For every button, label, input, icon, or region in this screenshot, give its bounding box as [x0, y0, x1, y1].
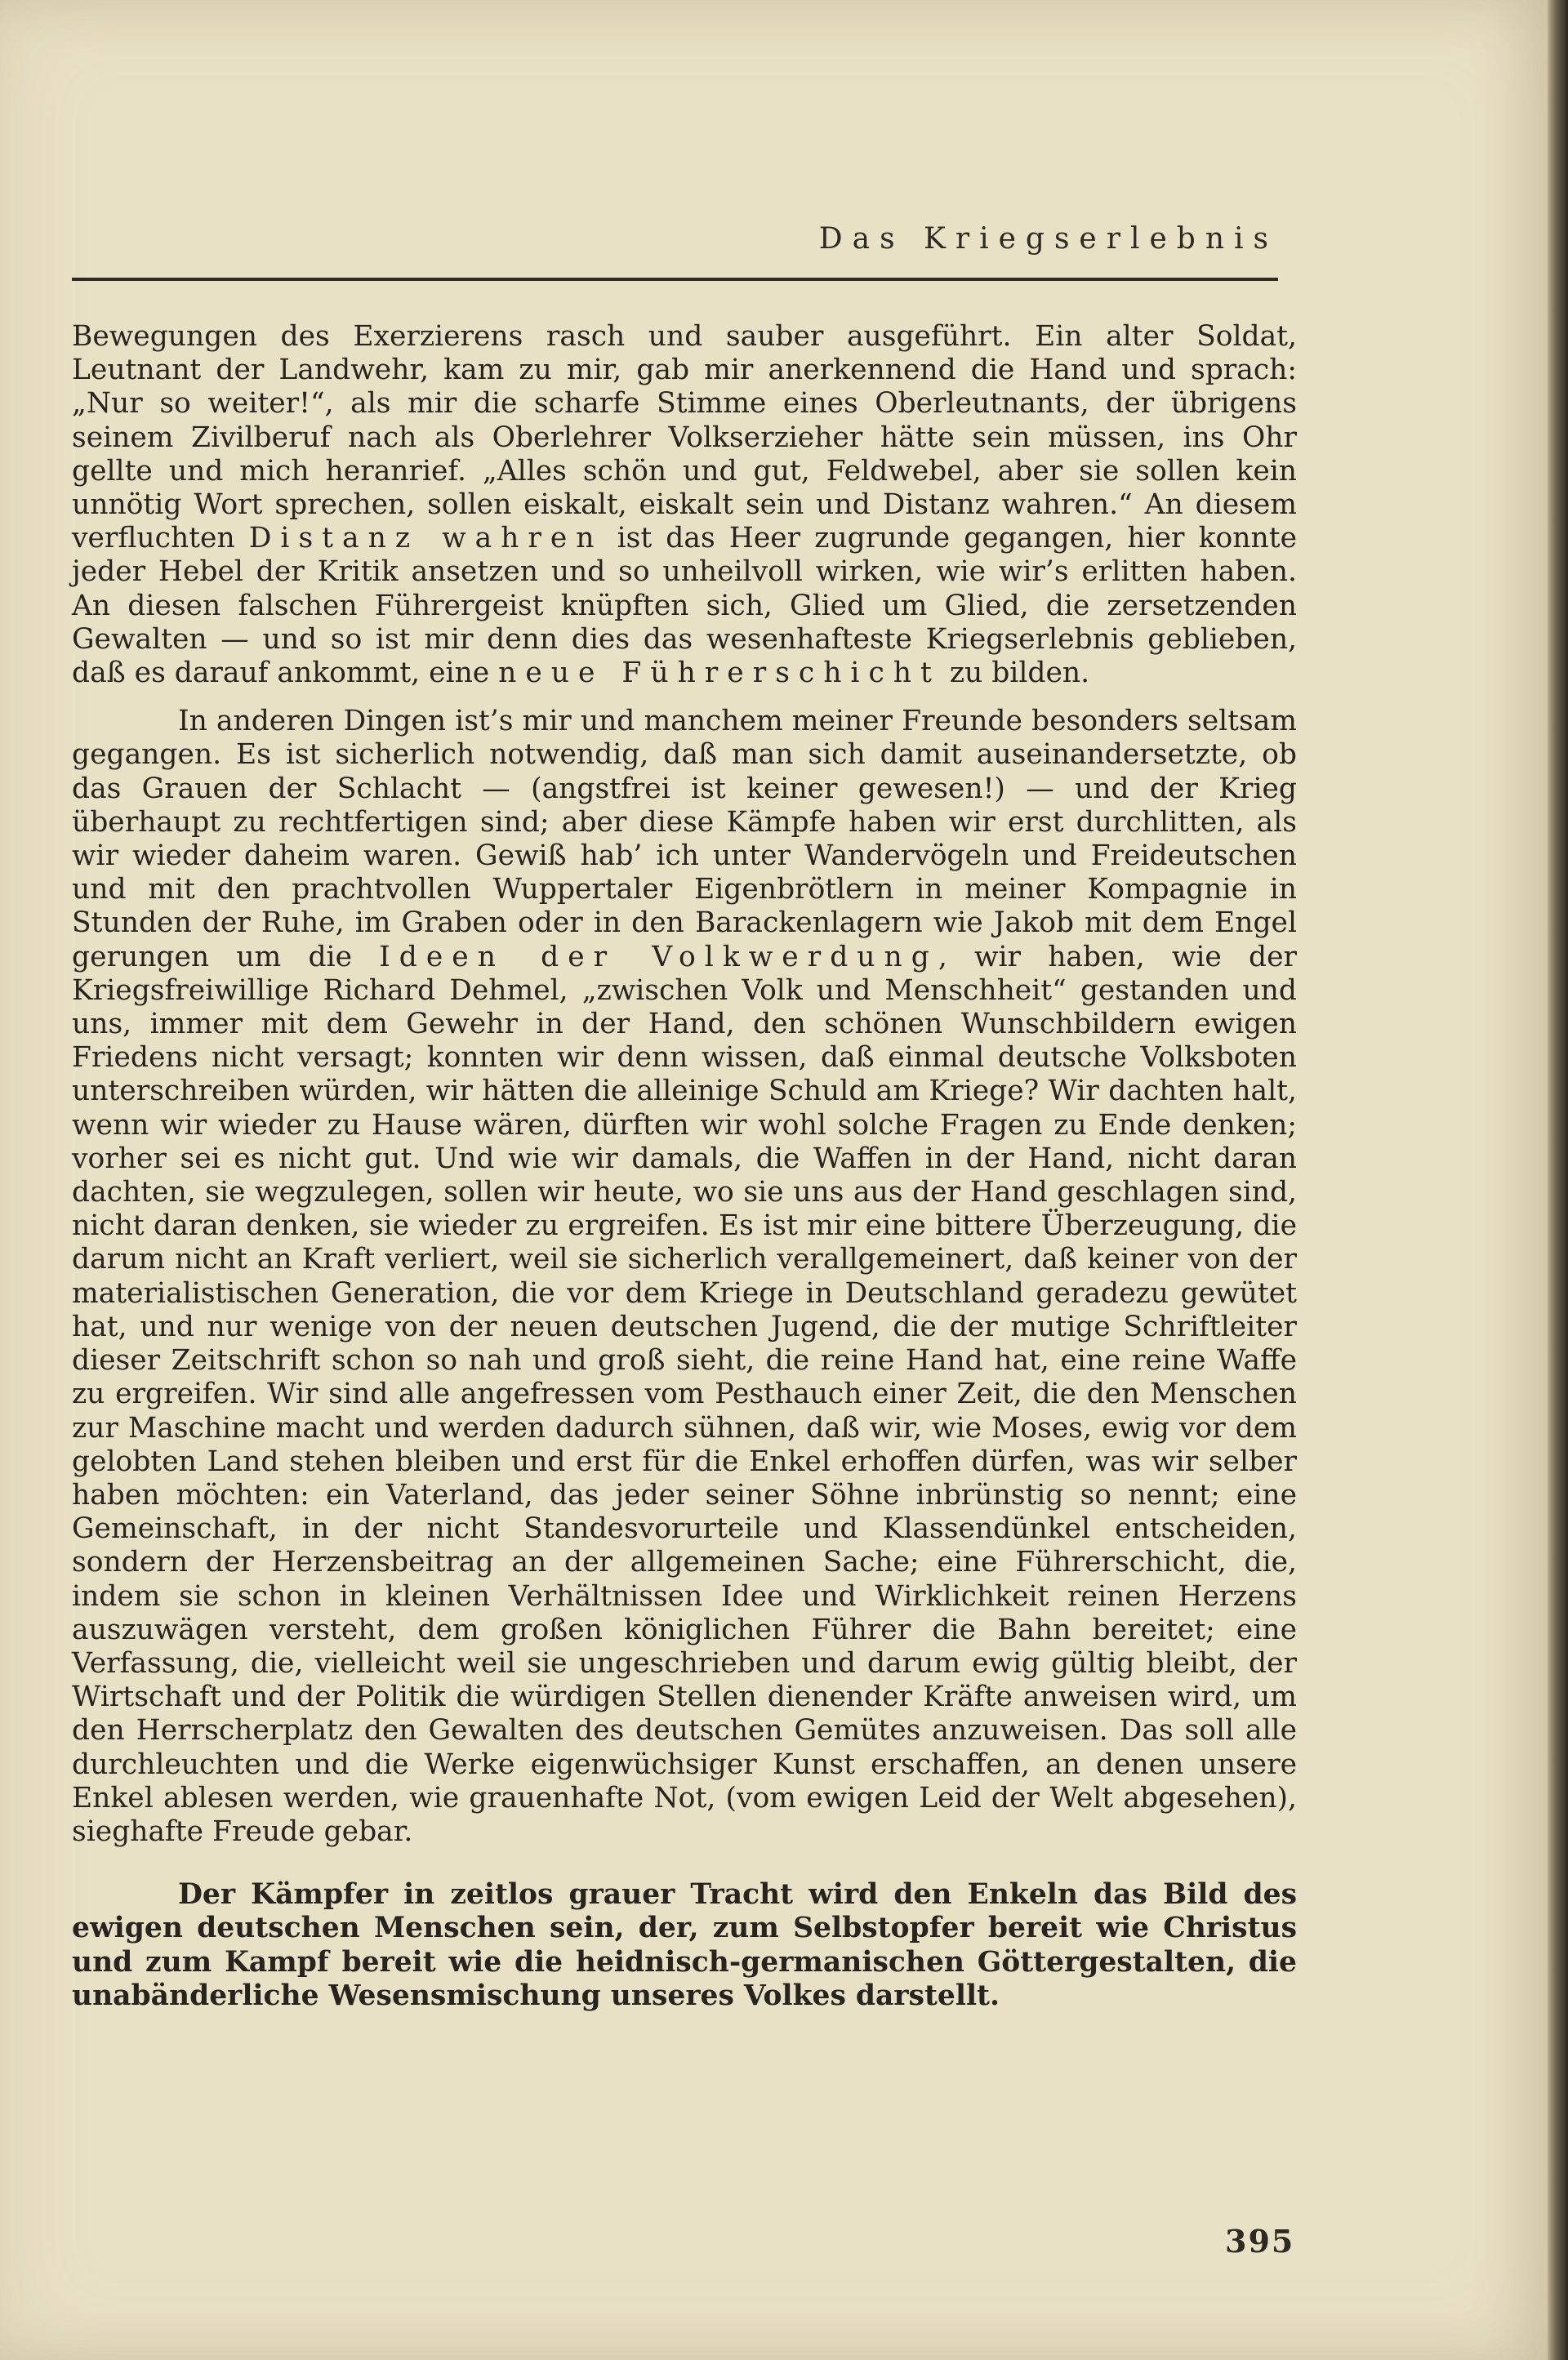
spaced-emphasis-distanz-wahren: Distanz wahren [248, 522, 604, 555]
page-number: 395 [1225, 2223, 1295, 2260]
running-header: Das Kriegserlebnis [818, 222, 1278, 256]
scan-edge [1548, 0, 1568, 2360]
paragraph-2-text-a: In anderen Dingen ist’s mir und manchem meiner Freunde besonders seltsam gegangen. Es ist sicherlich notwendig, daß man sich damit auseinandersetzte, ob das Grauen der Schlacht — (angstfrei ist keiner gewesen!) — und der Krieg überhaupt zu rechtfertigen sind; aber diese Kämpfe haben wir erst durchlitten, als wir wieder daheim waren. Gewiß hab’ ich unter Wandervögeln und Freideutschen und mit den prachtvollen Wuppertaler Eigenbrötlern in meiner Kompagnie in Stunden der Ruhe, im Graben oder in den Barackenlagern wie Jakob mit dem Engel gerungen um die [72, 705, 1297, 973]
spaced-emphasis-ideen-der-volkwerdung: Ideen der Volkwerdung [379, 940, 938, 973]
paragraph-1-text-e: zu bilden. [940, 657, 1090, 690]
article-body [72, 320, 1297, 2013]
spaced-emphasis-neue-fuehrerschicht: neue Führerschicht [498, 657, 941, 690]
paragraph-2 [72, 705, 1297, 1849]
paragraph-1-text-c: ist das Heer zugrunde gegangen, hier konnte jeder Hebel der Kritik ansetzen und so unheilvoll wirken, wie wir’s erlitten haben. An diesen falschen Führergeist knüpften sich, Glied um Glied, die zersetzenden Gewalten — und so ist mir denn dies das wesenhafteste Kriegserlebnis geblieben, daß es darauf ankommt, eine [72, 522, 1297, 690]
paragraph-2-text-c: , wir haben, wie der Kriegsfreiwillige Richard Dehmel, „zwischen Volk und Menschheit“ gestanden und uns, immer mit dem Gewehr in der Hand, den schönen Wunschbildern ewigen Friedens nicht versagt; konnten wir denn wissen, daß einmal deutsche Volksboten unterschreiben würden, wir hätten die alleinige Schuld am Kriege? Wir dachten halt, wenn wir wieder zu Hause wären, dürften wir wohl solche Fragen zu Ende denken; vorher sei es nicht gut. Und wie wir damals, die Waffen in der Hand, nicht daran dachten, sie wegzulegen, sollen wir heute, wo sie uns aus der Hand geschlagen sind, nicht daran denken, sie wieder zu ergreifen. Es ist mir eine bittere Überzeugung, die darum nicht an Kraft verliert, weil sie sicherlich verallgemeinert, daß keiner von der materialistischen Generation, die vor dem Kriege in Deutschland geradezu gewütet hat, und nur wenige von der neuen deutschen Jugend, die der mutige Schriftleiter dieser Zeitschrift schon so nah und groß sieht, die reine Hand hat, eine reine Waffe zu ergreifen. Wir sind alle angefressen vom Pesthauch einer Zeit, die den Menschen zur Maschine macht und werden dadurch sühnen, daß wir, wie Moses, ewig vor dem gelobten Land stehen bleiben und erst für die Enkel erhoffen dürfen, was wir selber haben möchten: ein Vaterland, das jeder seiner Söhne inbrünstig so nennt; eine Gemeinschaft, in der nicht Standesvorurteile und Klassendünkel entscheiden, sondern der Herzensbeitrag an der allgemeinen Sache; eine Führerschicht, die, indem sie schon in kleinen Verhältnissen Idee und Wirklichkeit reinen Herzens auszuwägen versteht, dem großen königlichen Führer die Bahn bereitet; eine Verfassung, die, vielleicht weil sie ungeschrieben und darum ewig gültig bleibt, der Wirtschaft und der Politik die würdigen Stellen dienender Kräfte anweisen wird, um den Herrscherplatz den Gewalten des deutschen Gemütes anzuweisen. Das soll alle durchleuchten und die Werke eigenwüchsiger Kunst erschaffen, an denen unsere Enkel ablesen werden, wie grauenhafte Not, (vom ewigen Leid der Welt abgesehen), sieghafte Freude gebar. [72, 940, 1298, 1848]
closing-paragraph: Der Kämpfer in zeitlos grauer Tracht wird den Enkeln das Bild des ewigen deutschen Menschen sein, der, zum Selbstopfer bereit wie Christus und zum Kampf bereit wie die heidnisch-germanischen Göttergestalten, die unabänderliche Wesensmischung unseres Volkes darstellt. [72, 1878, 1297, 2012]
header-rule [72, 278, 1278, 281]
paragraph-1 [72, 320, 1297, 690]
paragraph-1-text-a: Bewegungen des Exerzierens rasch und sauber ausgeführt. Ein alter Soldat, Leutnant der Landwehr, kam zu mir, gab mir anerkennend die Hand und sprach: „Nur so weiter!“, als mir die scharfe Stimme eines Oberleutnants, der übrigens seinem Zivilberuf nach als Oberlehrer Volkserzieher hätte sein müssen, ins Ohr gellte und mich heranrief. „Alles schön und gut, Feldwebel, aber sie sollen kein unnötig Wort sprechen, sollen eiskalt, eiskalt sein und Distanz wahren.“ An diesem verfluchten [72, 320, 1297, 555]
